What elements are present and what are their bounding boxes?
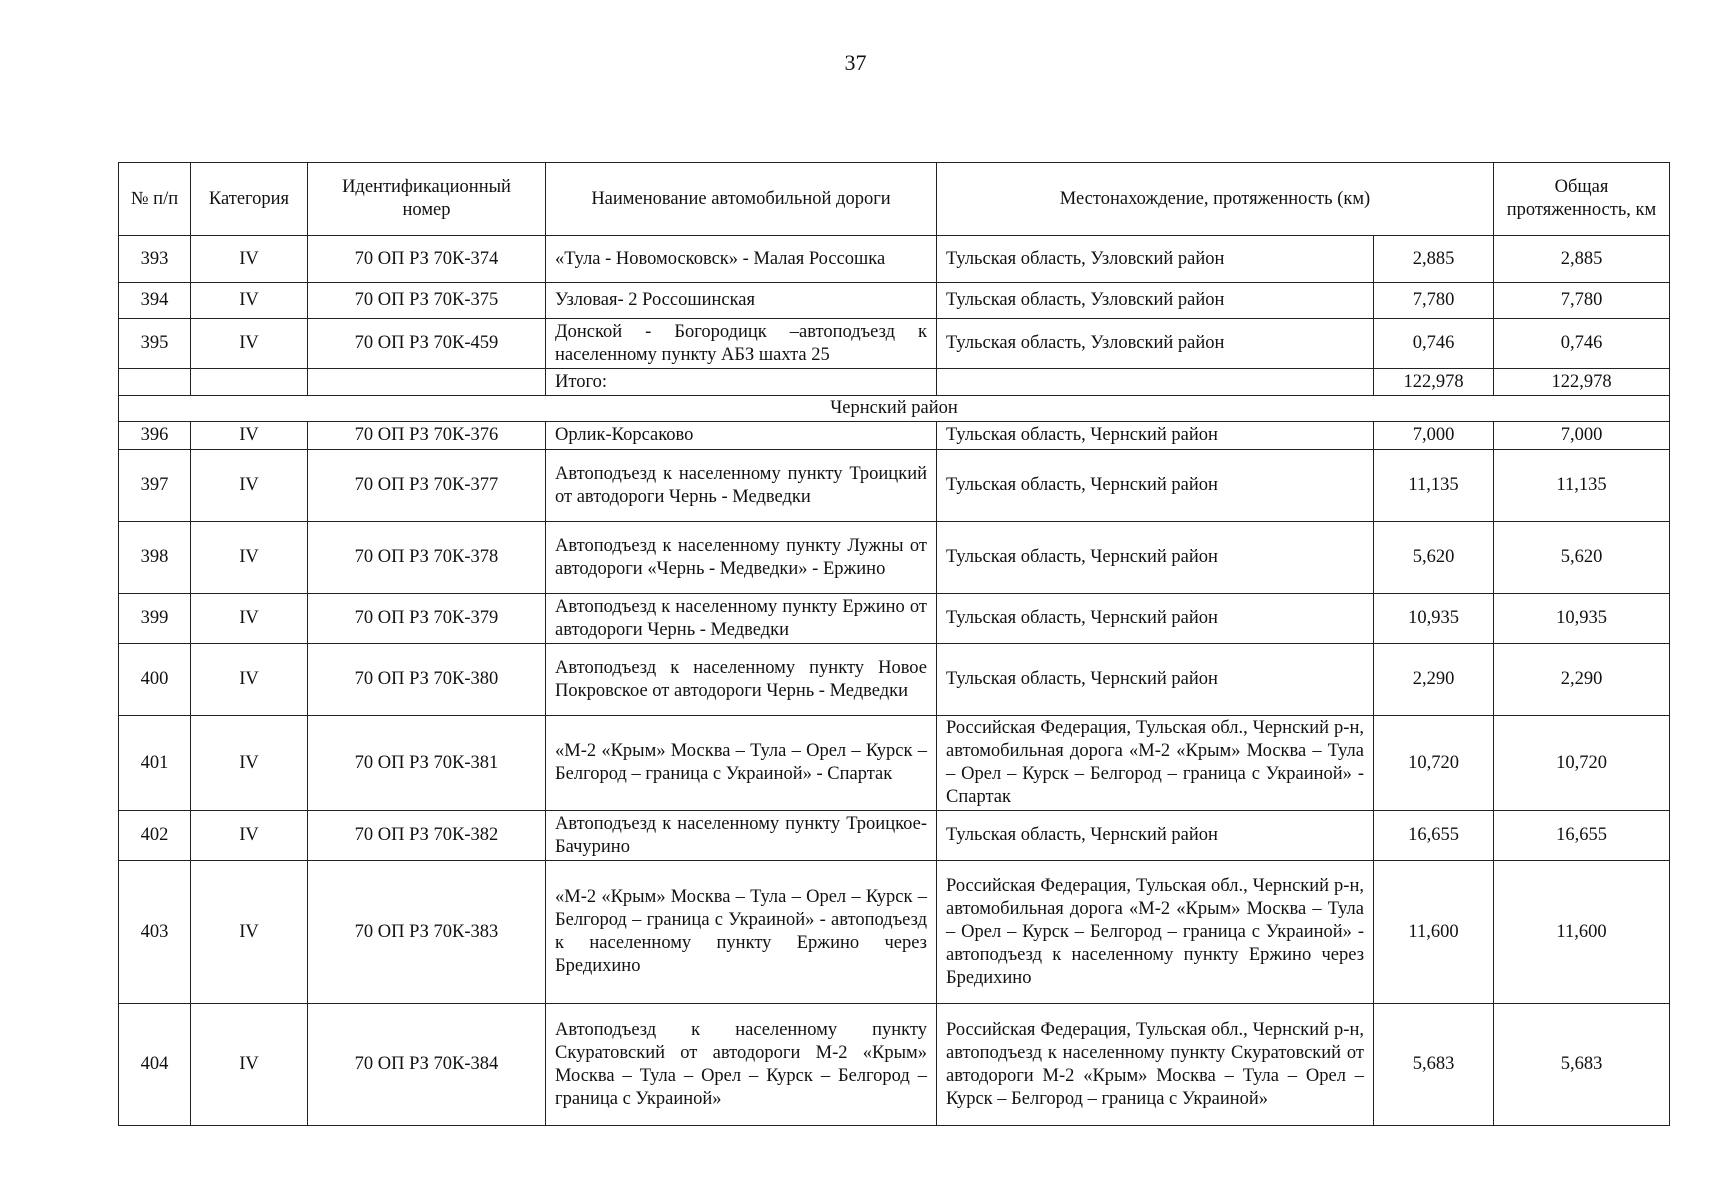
- header-id: Идентификационный номер: [308, 163, 546, 236]
- row-road-name: «Тула - Новомосковск» - Малая Россошка: [546, 236, 937, 283]
- row-number: 403: [119, 861, 191, 1004]
- row-total: 10,935: [1494, 594, 1670, 644]
- row-road-name: «М-2 «Крым» Москва – Тула – Орел – Курск – Белгород – граница с Украиной» - Спартак: [546, 716, 937, 811]
- row-category: IV: [191, 422, 308, 450]
- section-title: Чернский район: [119, 396, 1670, 422]
- row-total: 5,620: [1494, 522, 1670, 594]
- row-number: 395: [119, 319, 191, 369]
- row-road-name: Орлик-Корсаково: [546, 422, 937, 450]
- row-location: Российская Федерация, Тульская обл., Чернский р-н, автомобильная дорога «М-2 «Крым» Москва – Тула – Орел – Курск – Белгород – граница с Украиной» - автоподъезд к населенному пункту Ержино через Бредихино: [937, 861, 1374, 1004]
- row-id: 70 ОП РЗ 70К-374: [308, 236, 546, 283]
- page-number: 37: [844, 50, 867, 75]
- row-length: 0,746: [1374, 319, 1494, 369]
- row-category: IV: [191, 283, 308, 319]
- row-id: 70 ОП РЗ 70К-383: [308, 861, 546, 1004]
- row-id: 70 ОП РЗ 70К-376: [308, 422, 546, 450]
- row-location: Тульская область, Чернский район: [937, 522, 1374, 594]
- row-length: 10,935: [1374, 594, 1494, 644]
- row-category: IV: [191, 522, 308, 594]
- row-number: 393: [119, 236, 191, 283]
- subtotal-row: [119, 369, 1670, 396]
- row-id: 70 ОП РЗ 70К-377: [308, 450, 546, 522]
- row-number: 404: [119, 1004, 191, 1126]
- row-road-name: Донской - Богородицк –автоподъезд к населенному пункту АБЗ шахта 25: [546, 319, 937, 369]
- roads-table: [118, 162, 1670, 1126]
- row-category: IV: [191, 319, 308, 369]
- table-row: [119, 522, 1670, 594]
- row-road-name: «М-2 «Крым» Москва – Тула – Орел – Курск – Белгород – граница с Украиной» - автоподъезд к населенному пункту Ержино через Бредихино: [546, 861, 937, 1004]
- table-row: [119, 716, 1670, 811]
- row-number: 397: [119, 450, 191, 522]
- row-total: 0,746: [1494, 319, 1670, 369]
- table-body-top: [119, 236, 1670, 369]
- table-row: [119, 422, 1670, 450]
- table-row: [119, 644, 1670, 716]
- row-category: IV: [191, 861, 308, 1004]
- row-road-name: Автоподъезд к населенному пункту Троицкое-Бачурино: [546, 811, 937, 861]
- row-id: 70 ОП РЗ 70К-381: [308, 716, 546, 811]
- row-length: 7,000: [1374, 422, 1494, 450]
- table-row: [119, 811, 1670, 861]
- row-road-name: Автоподъезд к населенному пункту Ержино от автодороги Чернь - Медведки: [546, 594, 937, 644]
- row-id: 70 ОП РЗ 70К-459: [308, 319, 546, 369]
- row-total: 7,000: [1494, 422, 1670, 450]
- row-number: 402: [119, 811, 191, 861]
- row-number: 396: [119, 422, 191, 450]
- row-length: 5,683: [1374, 1004, 1494, 1126]
- row-category: IV: [191, 594, 308, 644]
- section-row: [119, 396, 1670, 422]
- row-category: IV: [191, 644, 308, 716]
- row-total: 11,600: [1494, 861, 1670, 1004]
- row-length: 11,135: [1374, 450, 1494, 522]
- row-total: 11,135: [1494, 450, 1670, 522]
- row-location: Тульская область, Узловский район: [937, 283, 1374, 319]
- table-row: [119, 1004, 1670, 1126]
- row-id: 70 ОП РЗ 70К-375: [308, 283, 546, 319]
- row-total: 7,780: [1494, 283, 1670, 319]
- row-road-name: Узловая- 2 Россошинская: [546, 283, 937, 319]
- row-road-name: Автоподъезд к населенному пункту Новое Покровское от автодороги Чернь - Медведки: [546, 644, 937, 716]
- row-id: 70 ОП РЗ 70К-379: [308, 594, 546, 644]
- header-location: Местонахождение, протяженность (км): [937, 163, 1494, 236]
- row-category: IV: [191, 1004, 308, 1126]
- subtotal-total: 122,978: [1494, 369, 1670, 396]
- header-category: Категория: [191, 163, 308, 236]
- row-length: 5,620: [1374, 522, 1494, 594]
- row-location: Тульская область, Чернский район: [937, 644, 1374, 716]
- row-number: 394: [119, 283, 191, 319]
- header-name: Наименование автомобильной дороги: [546, 163, 937, 236]
- row-total: 10,720: [1494, 716, 1670, 811]
- table-body-bottom: [119, 422, 1670, 1126]
- table-row: [119, 319, 1670, 369]
- row-length: 2,885: [1374, 236, 1494, 283]
- row-length: 11,600: [1374, 861, 1494, 1004]
- table-row: [119, 594, 1670, 644]
- table-row: [119, 283, 1670, 319]
- header-total: Общая протяженность, км: [1494, 163, 1670, 236]
- row-category: IV: [191, 716, 308, 811]
- row-id: 70 ОП РЗ 70К-384: [308, 1004, 546, 1126]
- row-road-name: Автоподъезд к населенному пункту Лужны от автодороги «Чернь - Медведки» - Ержино: [546, 522, 937, 594]
- row-location: Тульская область, Чернский район: [937, 450, 1374, 522]
- row-location: Тульская область, Узловский район: [937, 319, 1374, 369]
- row-total: 2,885: [1494, 236, 1670, 283]
- row-number: 398: [119, 522, 191, 594]
- row-id: 70 ОП РЗ 70К-382: [308, 811, 546, 861]
- row-location: Российская Федерация, Тульская обл., Чернский р-н, автомобильная дорога «М-2 «Крым» Москва – Тула – Орел – Курск – Белгород – граница с Украиной» - Спартак: [937, 716, 1374, 811]
- table-body-subtotal: [119, 369, 1670, 422]
- row-length: 10,720: [1374, 716, 1494, 811]
- row-id: 70 ОП РЗ 70К-380: [308, 644, 546, 716]
- row-length: 16,655: [1374, 811, 1494, 861]
- subtotal-label: Итого:: [546, 369, 937, 396]
- row-category: IV: [191, 811, 308, 861]
- row-id: 70 ОП РЗ 70К-378: [308, 522, 546, 594]
- row-location: Тульская область, Чернский район: [937, 594, 1374, 644]
- row-location: Тульская область, Чернский район: [937, 811, 1374, 861]
- row-number: 400: [119, 644, 191, 716]
- row-category: IV: [191, 450, 308, 522]
- row-location: Российская Федерация, Тульская обл., Чернский р-н, автоподъезд к населенному пункту Скуратовский от автодороги М-2 «Крым» Москва – Тула – Орел – Курск – Белгород – граница с Украиной»: [937, 1004, 1374, 1126]
- row-road-name: Автоподъезд к населенному пункту Скуратовский от автодороги М-2 «Крым» Москва – Тула – Орел – Курск – Белгород – граница с Украиной»: [546, 1004, 937, 1126]
- table-header-row: [119, 163, 1670, 236]
- table-row: [119, 450, 1670, 522]
- row-number: 401: [119, 716, 191, 811]
- header-num: № п/п: [119, 163, 191, 236]
- row-location: Тульская область, Узловский район: [937, 236, 1374, 283]
- row-total: 16,655: [1494, 811, 1670, 861]
- row-location: Тульская область, Чернский район: [937, 422, 1374, 450]
- row-total: 5,683: [1494, 1004, 1670, 1126]
- row-length: 2,290: [1374, 644, 1494, 716]
- row-total: 2,290: [1494, 644, 1670, 716]
- row-category: IV: [191, 236, 308, 283]
- row-length: 7,780: [1374, 283, 1494, 319]
- subtotal-length: 122,978: [1374, 369, 1494, 396]
- row-road-name: Автоподъезд к населенному пункту Троицкий от автодороги Чернь - Медведки: [546, 450, 937, 522]
- table-row: [119, 236, 1670, 283]
- table-row: [119, 861, 1670, 1004]
- row-number: 399: [119, 594, 191, 644]
